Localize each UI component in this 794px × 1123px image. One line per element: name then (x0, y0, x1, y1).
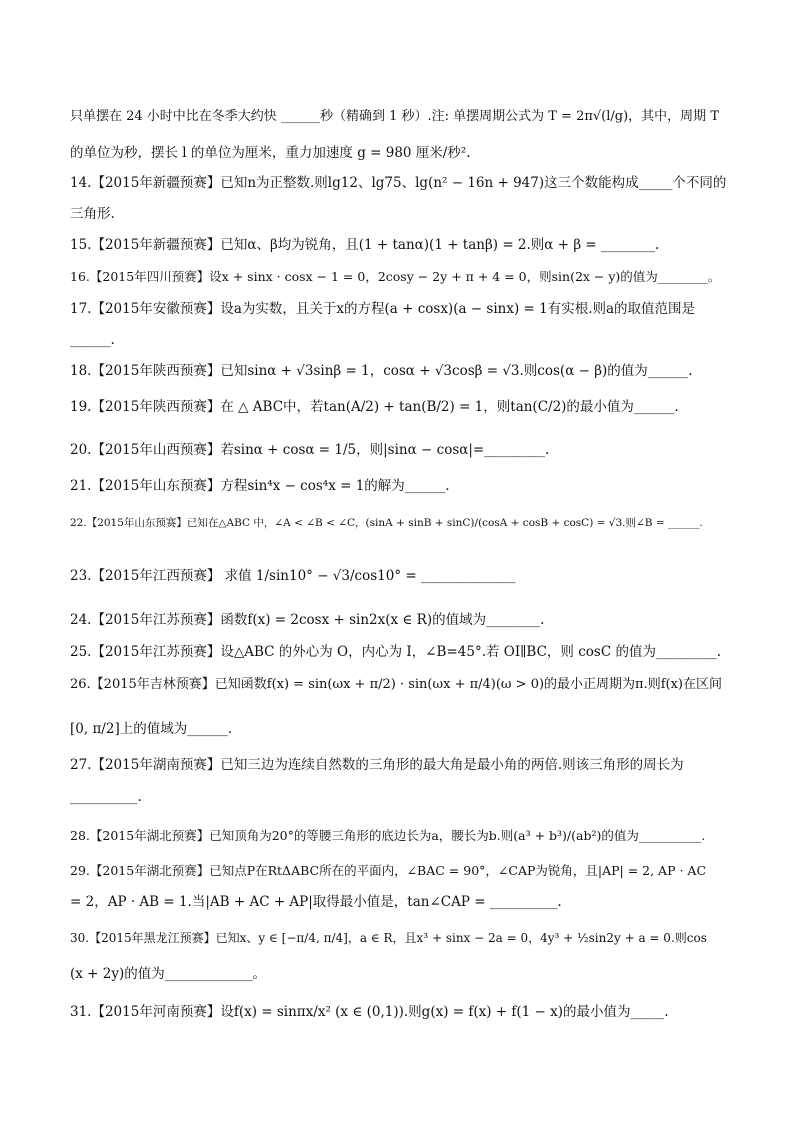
problem-17-line-2: ______. (70, 332, 115, 348)
problem-26-line-2: [0, π/2]上的值域为______. (70, 721, 233, 737)
problem-28: 28.【2015年湖北预赛】已知顶角为20°的等腰三角形的底边长为a，腰长为b.则(a³ + b³)/(ab²)的值为__________. (70, 828, 706, 843)
problem-27-line-1: 27.【2015年湖南预赛】已知三边为连续自然数的三角形的最大角是最小角的两倍.则该三角形的周长为 (70, 757, 684, 773)
problem-31: 31.【2015年河南预赛】设f(x) = sinπx/x² (x ∈ (0,1)).则g(x) = f(x) + f(1 − x)的最小值为_____. (70, 1004, 669, 1020)
problem-24: 24.【2015年江苏预赛】函数f(x) = 2cosx + sin2x(x ∈ R)的值域为________. (70, 612, 545, 628)
problem-21: 21.【2015年山东预赛】方程sin⁴x − cos⁴x = 1的解为______. (70, 478, 450, 494)
problem-29-line-1: 29.【2015年湖北预赛】已知点P在RtΔABC所在的平面内，∠BAC = 90°，∠CAP为锐角，且|AP| = 2, AP · AC (70, 863, 707, 878)
problem-29-line-2: = 2，AP · AB = 1.当|AB + AC + AP|取得最小值是，tan∠CAP = __________. (70, 894, 562, 910)
problem-26-line-1: 26.【2015年吉林预赛】已知函数f(x) = sin(ωx + π/2) · sin(ωx + π/4)(ω > 0)的最小正周期为π.则f(x)在区间 (70, 677, 722, 692)
problem-14-line-1: 14.【2015年新疆预赛】已知n为正整数.则lg12、lg75、lg(n² − 16n + 947)这三个数能构成_____个不同的 (70, 175, 727, 191)
problem-27-line-2: __________. (70, 789, 142, 805)
problem-19: 19.【2015年陕西预赛】在 △ ABC中，若tan(A/2) + tan(B/2) = 1，则tan(C/2)的最小值为______. (70, 399, 679, 415)
problem-23: 23.【2015年江西预赛】 求值 1/sin10° − √3/cos10° = ______________ (70, 568, 516, 584)
problem-25: 25.【2015年江苏预赛】设△ABC 的外心为 O，内心为 I，∠B=45°.若 OI∥BC，则 cosC 的值为_________. (70, 644, 721, 660)
problem-17-line-1: 17.【2015年安徽预赛】设a为实数，且关于x的方程(a + cosx)(a − sinx) = 1有实根.则a的取值范围是 (70, 301, 696, 317)
problem-30-line-2: (x + 2y)的值为_____________。 (70, 966, 267, 982)
text-line-1: 只单摆在 24 小时中比在冬季大约快 ______秒（精确到 1 秒）.注: 单摆周期公式为 T = 2π√(l/g)，其中，周期 T (70, 109, 719, 124)
problem-16: 16.【2015年四川预赛】设x + sinx · cosx − 1 = 0，2cosy − 2y + π + 4 = 0，则sin(2x − y)的值为________。 (70, 269, 721, 284)
problem-30-line-1: 30.【2015年黑龙江预赛】已知x、y ∈ [−π/4, π/4]，a ∈ R，且x³ + sinx − 2a = 0，4y³ + ½sin2y + a = 0.则cos (70, 931, 707, 945)
problem-14-line-2: 三角形. (70, 206, 115, 222)
problem-22: 22.【2015年山东预赛】已知在△ABC 中，∠A < ∠B < ∠C，(sinA + sinB + sinC)/(cosA + cosB + cosC) = √3.则∠B = ______. (70, 517, 703, 529)
problem-20: 20.【2015年山西预赛】若sinα + cosα = 1/5，则|sinα − cosα|=_________. (70, 442, 550, 458)
problem-15: 15.【2015年新疆预赛】已知α、β均为锐角，且(1 + tanα)(1 + tanβ) = 2.则α + β = ________. (70, 237, 660, 253)
problem-18: 18.【2015年陕西预赛】已知sinα + √3sinβ = 1，cosα + √3cosβ = √3.则cos(α − β)的值为______. (70, 363, 693, 379)
text-line-2: 的单位为秒，摆长 l 的单位为厘米，重力加速度 g = 980 厘米/秒². (70, 145, 471, 161)
